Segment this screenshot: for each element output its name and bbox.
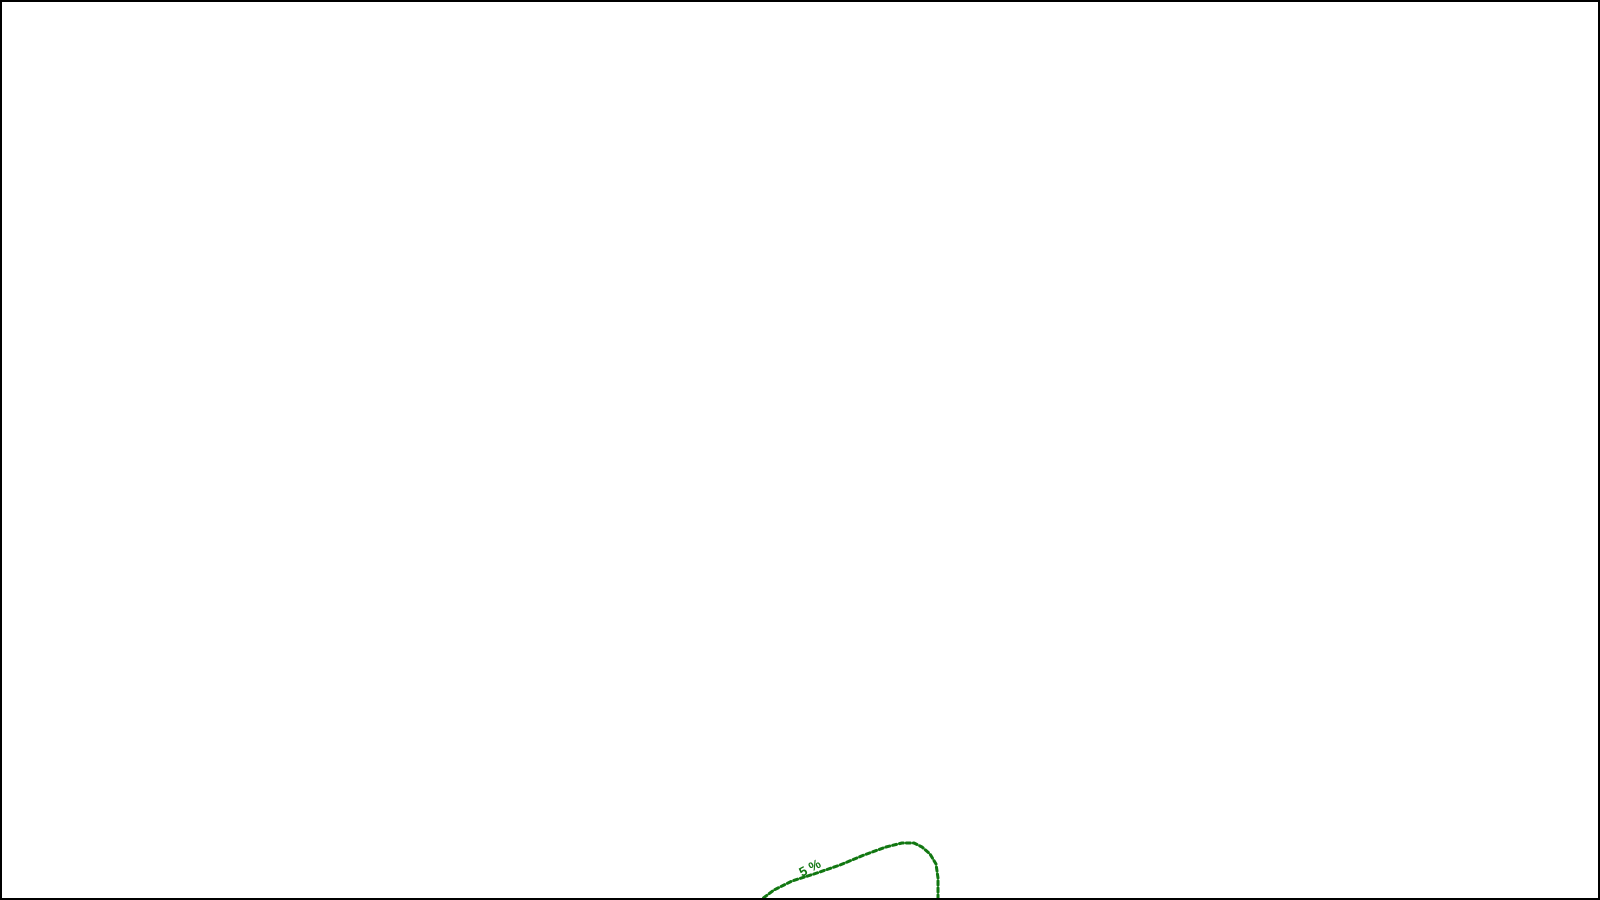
map-canvas[interactable]	[2, 2, 1600, 900]
region-percentage-label: 5 %	[796, 855, 824, 880]
map-background	[2, 2, 1600, 900]
